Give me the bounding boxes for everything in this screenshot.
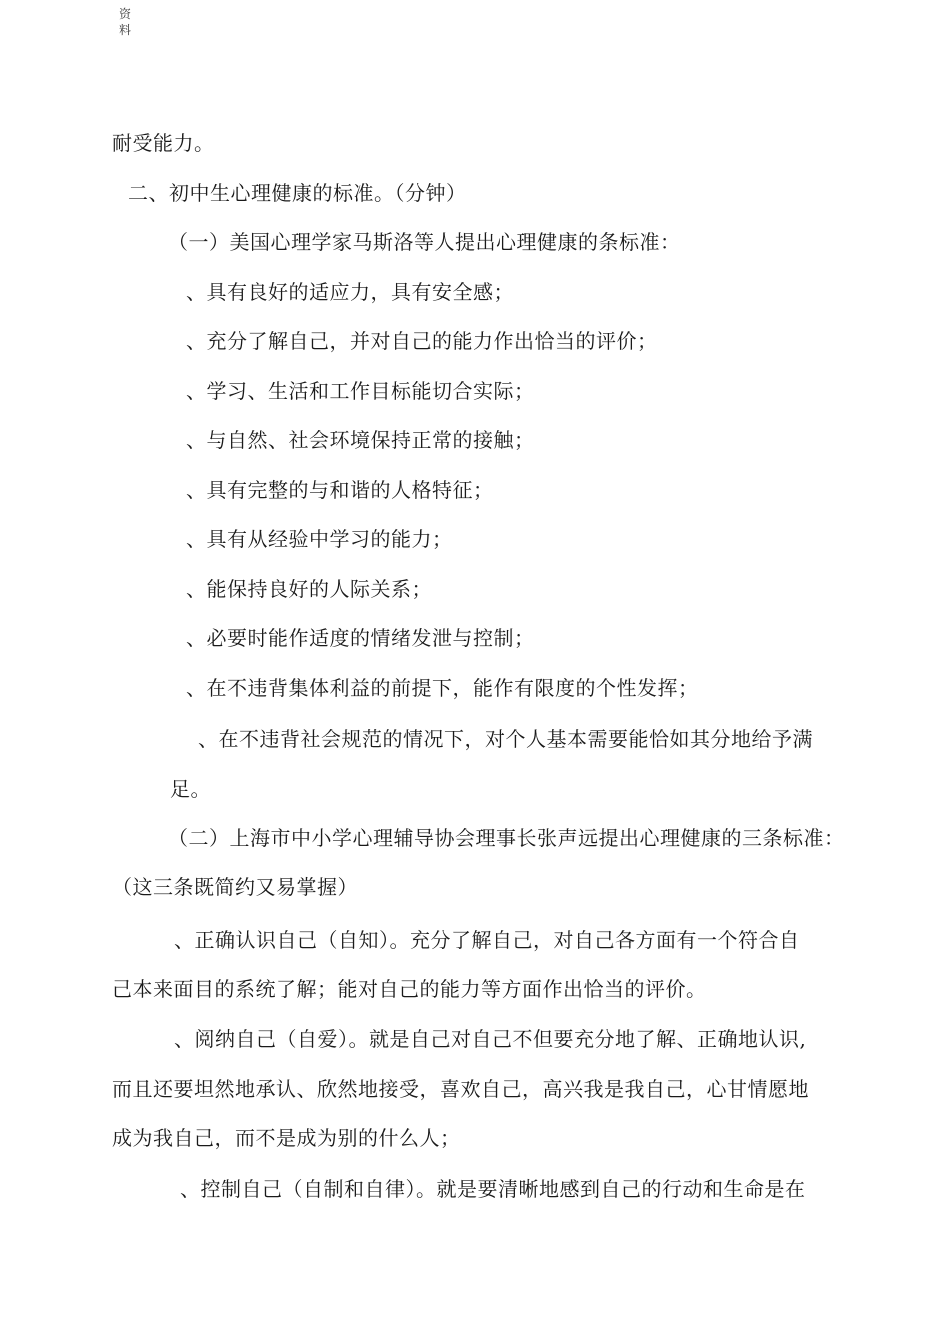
section-heading: 二、初中生心理健康的标准。（分钟） <box>128 181 467 205</box>
list-item: 、能保持良好的人际关系； <box>186 577 432 601</box>
subsection-heading: （一）美国心理学家马斯洛等人提出心理健康的条标准： <box>168 230 681 254</box>
list-item: 、学习、生活和工作目标能切合实际； <box>186 379 535 403</box>
list-item: 、在不违背集体利益的前提下，能作有限度的个性发挥； <box>186 676 699 700</box>
list-item: 、必要时能作适度的情绪发泄与控制； <box>186 626 535 650</box>
list-item-continuation: 足。 <box>170 777 211 801</box>
paragraph-line: 而且还要坦然地承认、欣然地接受，喜欢自己，高兴我是我自己，心甘情愿地 <box>112 1077 809 1101</box>
paragraph-line: 、控制自己（自制和自律）。就是要清晰地感到自己的行动和生命是在 <box>180 1177 806 1201</box>
paragraph-line: 成为我自己，而不是成为别的什么人； <box>112 1126 461 1150</box>
header-label: 资料 <box>118 7 131 37</box>
list-item: 、充分了解自己，并对自己的能力作出恰当的评价； <box>186 329 658 353</box>
paragraph-line: 、阅纳自己（自爱）。就是自己对自己不但要充分地了解、正确地认识, <box>174 1027 807 1051</box>
list-item: 、在不违背社会规范的情况下，对个人基本需要能恰如其分地给予满 <box>198 727 813 751</box>
list-item: 、与自然、社会环境保持正常的接触； <box>186 428 535 452</box>
list-item: 、具有完整的与和谐的人格特征； <box>186 478 494 502</box>
list-item: 、具有从经验中学习的能力； <box>186 527 453 551</box>
paragraph-line: 、正确认识自己（自知）。充分了解自己，对自己各方面有一个符合自 <box>174 928 800 952</box>
list-item: 、具有良好的适应力，具有安全感； <box>186 280 514 304</box>
text-line: 耐受能力。 <box>112 131 215 155</box>
text-line: （这三条既简约又易掌握） <box>112 875 358 899</box>
subsection-heading: （二）上海市中小学心理辅导协会理事长张声远提出心理健康的三条标准： <box>168 826 845 850</box>
paragraph-line: 己本来面目的系统了解；能对自己的能力等方面作出恰当的评价。 <box>112 977 707 1001</box>
